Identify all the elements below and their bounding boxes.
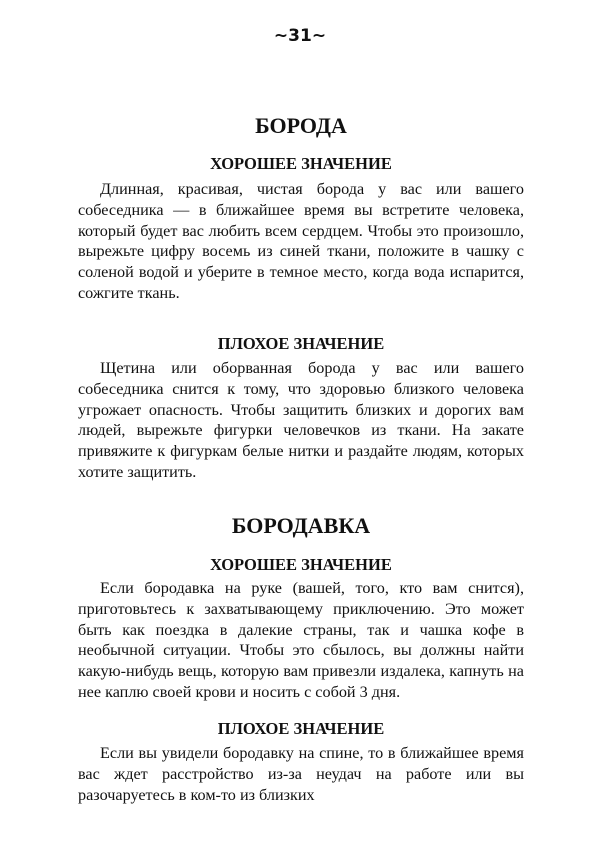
section-heading-good: ХОРОШЕЕ ЗНАЧЕНИЕ [210,154,392,173]
section-text-bad: Если вы увидели бородавку на спине, то в ближайшее время вас ждет расстройство из-за неудач на работе или вы разочаруетесь в ком-то из близких [78,744,524,804]
section-text-good: Если бородавка на руке (вашей, того, кто вам снится), приготовьтесь к захватывающему приключению. Это может быть как поездка в далекие страны, так и чашка кофе в необычной ситуации. Чтобы это сбылось, вы должны найти какую-нибудь вещь, которую вам привезли издалека, капнуть на нее каплю своей крови и носить с собой 3 дня. [78,579,524,701]
entry-title-borodavka: БОРОДАВКА [231,513,371,538]
section-heading-bad: ПЛОХОЕ ЗНАЧЕНИЕ [217,719,385,738]
section-heading-good: ХОРОШЕЕ ЗНАЧЕНИЕ [210,555,392,574]
entry-title-boroda: БОРОДА [255,113,347,138]
page-number: ~31~ [273,26,327,46]
section-heading-bad: ПЛОХОЕ ЗНАЧЕНИЕ [217,334,385,353]
section-text-bad: Щетина или оборванная борода у вас или вашего собеседника снится к тому, что здоровью близкого человека угрожает опасность. Чтобы защитить близких и дорогих вам людей, вырежьте фигурки человечков из ткани. На закате привяжите к фигуркам белые нитки и раздайте людям, которых хотите защитить. [78,359,524,481]
section-text-good: Длинная, красивая, чистая борода у вас или вашего собеседника — в ближайшее время вы встретите человека, который будет вас любить всем сердцем. Чтобы это произошло, вырежьте цифру восемь из синей ткани, положите в чашку с соленой водой и уберите в темное место, когда вода испарится, сожгите ткань. [78,180,524,302]
